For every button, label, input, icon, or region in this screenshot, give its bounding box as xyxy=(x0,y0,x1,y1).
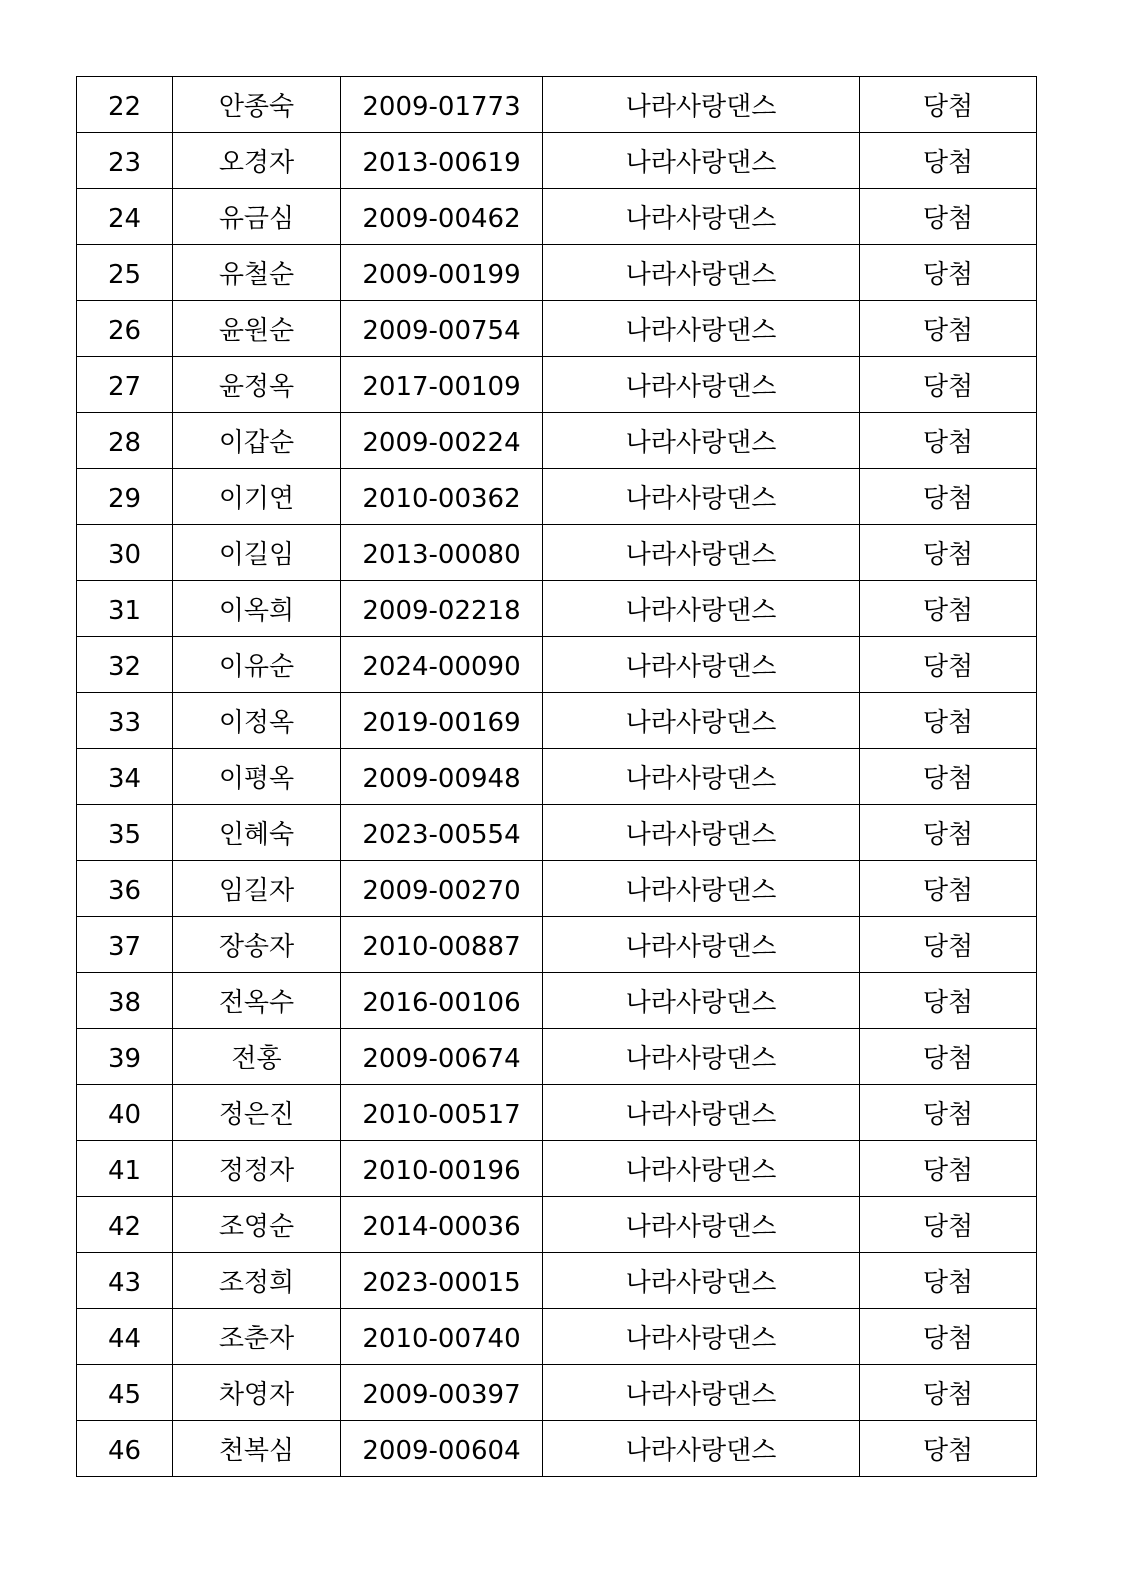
registration-id-cell xyxy=(341,973,543,1029)
results-table xyxy=(76,76,1037,1477)
row-number-text: 37 xyxy=(107,931,142,962)
row-number-text: 42 xyxy=(107,1211,142,1242)
group-cell xyxy=(543,1309,860,1365)
row-number-text: 38 xyxy=(107,987,142,1018)
registration-id-cell xyxy=(341,469,543,525)
row-number-cell xyxy=(77,469,173,525)
table-row xyxy=(77,357,1037,413)
registration-id-cell xyxy=(341,861,543,917)
result-text: 당첨 xyxy=(922,1155,974,1186)
table-row xyxy=(77,469,1037,525)
name-text: 천복심 xyxy=(218,1435,295,1466)
name-cell xyxy=(173,1029,341,1085)
table-row xyxy=(77,1029,1037,1085)
result-text: 당첨 xyxy=(922,427,974,458)
table-row xyxy=(77,1309,1037,1365)
row-number-cell xyxy=(77,861,173,917)
group-cell xyxy=(543,189,860,245)
group-text: 나라사랑댄스 xyxy=(625,259,777,290)
group-cell xyxy=(543,973,860,1029)
result-text: 당첨 xyxy=(922,595,974,626)
name-text: 이정옥 xyxy=(218,707,295,738)
result-text: 당첨 xyxy=(922,707,974,738)
result-cell xyxy=(860,525,1037,581)
table-row xyxy=(77,1253,1037,1309)
registration-id-cell xyxy=(341,749,543,805)
group-cell xyxy=(543,469,860,525)
row-number-cell xyxy=(77,1365,173,1421)
group-text: 나라사랑댄스 xyxy=(625,427,777,458)
result-text: 당첨 xyxy=(922,259,974,290)
group-text: 나라사랑댄스 xyxy=(625,1211,777,1242)
table-row xyxy=(77,1141,1037,1197)
result-text: 당첨 xyxy=(922,987,974,1018)
name-cell xyxy=(173,581,341,637)
name-cell xyxy=(173,693,341,749)
result-text: 당첨 xyxy=(922,539,974,570)
result-text: 당첨 xyxy=(922,91,974,122)
name-text: 정은진 xyxy=(218,1099,295,1130)
table-row xyxy=(77,805,1037,861)
registration-id-cell xyxy=(341,1309,543,1365)
name-cell xyxy=(173,1421,341,1477)
registration-id-cell xyxy=(341,301,543,357)
registration-id-cell xyxy=(341,917,543,973)
row-number-cell xyxy=(77,637,173,693)
table-row xyxy=(77,693,1037,749)
group-cell xyxy=(543,1085,860,1141)
registration-id-cell xyxy=(341,1141,543,1197)
group-cell xyxy=(543,1365,860,1421)
registration-id-cell xyxy=(341,1253,543,1309)
result-cell xyxy=(860,1141,1037,1197)
registration-id-text: 2009-00199 xyxy=(362,259,521,290)
row-number-text: 45 xyxy=(107,1379,142,1410)
registration-id-cell xyxy=(341,413,543,469)
registration-id-text: 2024-00090 xyxy=(362,651,521,682)
row-number-text: 39 xyxy=(107,1043,142,1074)
name-text: 정정자 xyxy=(218,1155,295,1186)
group-cell xyxy=(543,749,860,805)
registration-id-text: 2010-00362 xyxy=(362,483,521,514)
name-text: 이길임 xyxy=(218,539,295,570)
name-cell xyxy=(173,1365,341,1421)
name-cell xyxy=(173,973,341,1029)
name-text: 차영자 xyxy=(218,1379,295,1410)
table-row xyxy=(77,245,1037,301)
row-number-text: 44 xyxy=(107,1323,142,1354)
registration-id-cell xyxy=(341,1421,543,1477)
row-number-text: 35 xyxy=(107,819,142,850)
group-cell xyxy=(543,1421,860,1477)
group-text: 나라사랑댄스 xyxy=(625,1379,777,1410)
row-number-cell xyxy=(77,133,173,189)
row-number-cell xyxy=(77,357,173,413)
group-text: 나라사랑댄스 xyxy=(625,91,777,122)
result-cell xyxy=(860,749,1037,805)
name-text: 조정희 xyxy=(218,1267,295,1298)
group-text: 나라사랑댄스 xyxy=(625,203,777,234)
name-text: 이옥희 xyxy=(218,595,295,626)
row-number-cell xyxy=(77,581,173,637)
row-number-text: 28 xyxy=(107,427,142,458)
registration-id-text: 2009-00674 xyxy=(362,1043,521,1074)
row-number-text: 36 xyxy=(107,875,142,906)
row-number-cell xyxy=(77,77,173,133)
registration-id-text: 2009-00604 xyxy=(362,1435,521,1466)
row-number-text: 40 xyxy=(107,1099,142,1130)
group-cell xyxy=(543,133,860,189)
row-number-cell xyxy=(77,1029,173,1085)
name-text: 조영순 xyxy=(218,1211,295,1242)
table-row xyxy=(77,77,1037,133)
result-text: 당첨 xyxy=(922,1043,974,1074)
name-text: 윤정옥 xyxy=(218,371,295,402)
name-cell xyxy=(173,861,341,917)
result-text: 당첨 xyxy=(922,483,974,514)
table-row xyxy=(77,637,1037,693)
name-cell xyxy=(173,357,341,413)
name-cell xyxy=(173,301,341,357)
registration-id-text: 2010-00887 xyxy=(362,931,521,962)
result-cell xyxy=(860,973,1037,1029)
name-cell xyxy=(173,245,341,301)
table-row xyxy=(77,1365,1037,1421)
group-text: 나라사랑댄스 xyxy=(625,819,777,850)
registration-id-cell xyxy=(341,693,543,749)
result-text: 당첨 xyxy=(922,1323,974,1354)
name-cell xyxy=(173,1085,341,1141)
group-cell xyxy=(543,1197,860,1253)
row-number-cell xyxy=(77,245,173,301)
registration-id-cell xyxy=(341,1197,543,1253)
table-row xyxy=(77,1421,1037,1477)
result-text: 당첨 xyxy=(922,147,974,178)
registration-id-text: 2017-00109 xyxy=(362,371,521,402)
registration-id-text: 2023-00015 xyxy=(362,1267,521,1298)
name-cell xyxy=(173,413,341,469)
result-text: 당첨 xyxy=(922,1211,974,1242)
table-row xyxy=(77,133,1037,189)
group-text: 나라사랑댄스 xyxy=(625,1099,777,1130)
name-text: 안종숙 xyxy=(218,91,295,122)
group-text: 나라사랑댄스 xyxy=(625,1323,777,1354)
row-number-cell xyxy=(77,189,173,245)
name-text: 이유순 xyxy=(218,651,295,682)
results-table-body xyxy=(77,77,1037,1477)
name-cell xyxy=(173,1253,341,1309)
group-cell xyxy=(543,77,860,133)
group-cell xyxy=(543,805,860,861)
result-text: 당첨 xyxy=(922,763,974,794)
name-text: 유금심 xyxy=(218,203,295,234)
result-text: 당첨 xyxy=(922,1379,974,1410)
group-cell xyxy=(543,637,860,693)
name-text: 장송자 xyxy=(218,931,295,962)
registration-id-text: 2010-00740 xyxy=(362,1323,521,1354)
result-cell xyxy=(860,1253,1037,1309)
registration-id-text: 2009-00948 xyxy=(362,763,521,794)
result-text: 당첨 xyxy=(922,931,974,962)
result-cell xyxy=(860,245,1037,301)
result-text: 당첨 xyxy=(922,315,974,346)
row-number-text: 26 xyxy=(107,315,142,346)
registration-id-cell xyxy=(341,357,543,413)
row-number-text: 46 xyxy=(107,1435,142,1466)
registration-id-text: 2010-00517 xyxy=(362,1099,521,1130)
name-cell xyxy=(173,77,341,133)
group-text: 나라사랑댄스 xyxy=(625,1267,777,1298)
row-number-cell xyxy=(77,1085,173,1141)
row-number-text: 23 xyxy=(107,147,142,178)
name-cell xyxy=(173,1309,341,1365)
result-cell xyxy=(860,637,1037,693)
group-text: 나라사랑댄스 xyxy=(625,539,777,570)
row-number-text: 27 xyxy=(107,371,142,402)
group-text: 나라사랑댄스 xyxy=(625,651,777,682)
name-cell xyxy=(173,133,341,189)
row-number-cell xyxy=(77,525,173,581)
table-row xyxy=(77,189,1037,245)
table-row xyxy=(77,749,1037,805)
registration-id-text: 2009-02218 xyxy=(362,595,521,626)
group-text: 나라사랑댄스 xyxy=(625,483,777,514)
row-number-text: 22 xyxy=(107,91,142,122)
row-number-cell xyxy=(77,413,173,469)
result-cell xyxy=(860,469,1037,525)
group-text: 나라사랑댄스 xyxy=(625,987,777,1018)
group-cell xyxy=(543,301,860,357)
group-text: 나라사랑댄스 xyxy=(625,595,777,626)
row-number-cell xyxy=(77,973,173,1029)
result-text: 당첨 xyxy=(922,1435,974,1466)
name-cell xyxy=(173,805,341,861)
row-number-text: 29 xyxy=(107,483,142,514)
row-number-text: 30 xyxy=(107,539,142,570)
row-number-cell xyxy=(77,917,173,973)
result-cell xyxy=(860,413,1037,469)
registration-id-text: 2013-00619 xyxy=(362,147,521,178)
row-number-cell xyxy=(77,1253,173,1309)
registration-id-text: 2009-00462 xyxy=(362,203,521,234)
name-text: 임길자 xyxy=(218,875,295,906)
row-number-cell xyxy=(77,1141,173,1197)
registration-id-text: 2009-00754 xyxy=(362,315,521,346)
result-cell xyxy=(860,1365,1037,1421)
registration-id-text: 2009-00397 xyxy=(362,1379,521,1410)
name-cell xyxy=(173,749,341,805)
name-text: 조춘자 xyxy=(218,1323,295,1354)
table-row xyxy=(77,917,1037,973)
result-text: 당첨 xyxy=(922,1267,974,1298)
result-cell xyxy=(860,917,1037,973)
group-text: 나라사랑댄스 xyxy=(625,371,777,402)
name-text: 인혜숙 xyxy=(218,819,295,850)
row-number-text: 32 xyxy=(107,651,142,682)
result-cell xyxy=(860,301,1037,357)
row-number-text: 41 xyxy=(107,1155,142,1186)
group-text: 나라사랑댄스 xyxy=(625,707,777,738)
group-text: 나라사랑댄스 xyxy=(625,931,777,962)
registration-id-cell xyxy=(341,245,543,301)
group-cell xyxy=(543,1141,860,1197)
group-cell xyxy=(543,525,860,581)
row-number-cell xyxy=(77,749,173,805)
result-text: 당첨 xyxy=(922,1099,974,1130)
row-number-cell xyxy=(77,1421,173,1477)
table-row xyxy=(77,525,1037,581)
result-cell xyxy=(860,861,1037,917)
registration-id-text: 2010-00196 xyxy=(362,1155,521,1186)
group-cell xyxy=(543,357,860,413)
group-text: 나라사랑댄스 xyxy=(625,1043,777,1074)
name-text: 이평옥 xyxy=(218,763,295,794)
name-cell xyxy=(173,1141,341,1197)
row-number-text: 25 xyxy=(107,259,142,290)
group-cell xyxy=(543,861,860,917)
result-cell xyxy=(860,1197,1037,1253)
table-row xyxy=(77,861,1037,917)
result-cell xyxy=(860,77,1037,133)
result-cell xyxy=(860,133,1037,189)
table-row xyxy=(77,413,1037,469)
registration-id-text: 2019-00169 xyxy=(362,707,521,738)
name-text: 오경자 xyxy=(218,147,295,178)
result-cell xyxy=(860,581,1037,637)
group-cell xyxy=(543,1253,860,1309)
registration-id-cell xyxy=(341,1085,543,1141)
name-text: 전홍 xyxy=(231,1043,282,1074)
result-text: 당첨 xyxy=(922,651,974,682)
result-cell xyxy=(860,1085,1037,1141)
table-row xyxy=(77,581,1037,637)
result-cell xyxy=(860,805,1037,861)
registration-id-cell xyxy=(341,1365,543,1421)
name-text: 전옥수 xyxy=(218,987,295,1018)
table-row xyxy=(77,1197,1037,1253)
name-text: 이갑순 xyxy=(218,427,295,458)
row-number-cell xyxy=(77,1197,173,1253)
registration-id-cell xyxy=(341,805,543,861)
row-number-cell xyxy=(77,301,173,357)
table-row xyxy=(77,1085,1037,1141)
row-number-text: 43 xyxy=(107,1267,142,1298)
registration-id-text: 2009-01773 xyxy=(362,91,521,122)
row-number-text: 24 xyxy=(107,203,142,234)
row-number-text: 34 xyxy=(107,763,142,794)
result-cell xyxy=(860,357,1037,413)
table-row xyxy=(77,301,1037,357)
name-cell xyxy=(173,525,341,581)
name-cell xyxy=(173,189,341,245)
registration-id-cell xyxy=(341,637,543,693)
group-text: 나라사랑댄스 xyxy=(625,1435,777,1466)
registration-id-cell xyxy=(341,581,543,637)
result-text: 당첨 xyxy=(922,203,974,234)
row-number-text: 33 xyxy=(107,707,142,738)
row-number-cell xyxy=(77,805,173,861)
registration-id-cell xyxy=(341,525,543,581)
result-text: 당첨 xyxy=(922,819,974,850)
result-cell xyxy=(860,693,1037,749)
table-row xyxy=(77,973,1037,1029)
registration-id-cell xyxy=(341,189,543,245)
group-cell xyxy=(543,245,860,301)
name-cell xyxy=(173,917,341,973)
group-text: 나라사랑댄스 xyxy=(625,147,777,178)
registration-id-text: 2016-00106 xyxy=(362,987,521,1018)
registration-id-text: 2023-00554 xyxy=(362,819,521,850)
group-text: 나라사랑댄스 xyxy=(625,315,777,346)
name-text: 이기연 xyxy=(218,483,295,514)
result-text: 당첨 xyxy=(922,371,974,402)
registration-id-cell xyxy=(341,1029,543,1085)
row-number-cell xyxy=(77,693,173,749)
group-text: 나라사랑댄스 xyxy=(625,763,777,794)
name-cell xyxy=(173,1197,341,1253)
group-cell xyxy=(543,413,860,469)
group-text: 나라사랑댄스 xyxy=(625,1155,777,1186)
row-number-text: 31 xyxy=(107,595,142,626)
name-cell xyxy=(173,637,341,693)
result-cell xyxy=(860,1421,1037,1477)
group-cell xyxy=(543,917,860,973)
name-cell xyxy=(173,469,341,525)
registration-id-text: 2009-00270 xyxy=(362,875,521,906)
registration-id-text: 2013-00080 xyxy=(362,539,521,570)
result-cell xyxy=(860,189,1037,245)
registration-id-cell xyxy=(341,133,543,189)
result-cell xyxy=(860,1029,1037,1085)
group-cell xyxy=(543,1029,860,1085)
row-number-cell xyxy=(77,1309,173,1365)
group-text: 나라사랑댄스 xyxy=(625,875,777,906)
name-text: 유철순 xyxy=(218,259,295,290)
registration-id-text: 2009-00224 xyxy=(362,427,521,458)
group-cell xyxy=(543,693,860,749)
registration-id-text: 2014-00036 xyxy=(362,1211,521,1242)
group-cell xyxy=(543,581,860,637)
result-cell xyxy=(860,1309,1037,1365)
result-text: 당첨 xyxy=(922,875,974,906)
name-text: 윤원순 xyxy=(218,315,295,346)
registration-id-cell xyxy=(341,77,543,133)
